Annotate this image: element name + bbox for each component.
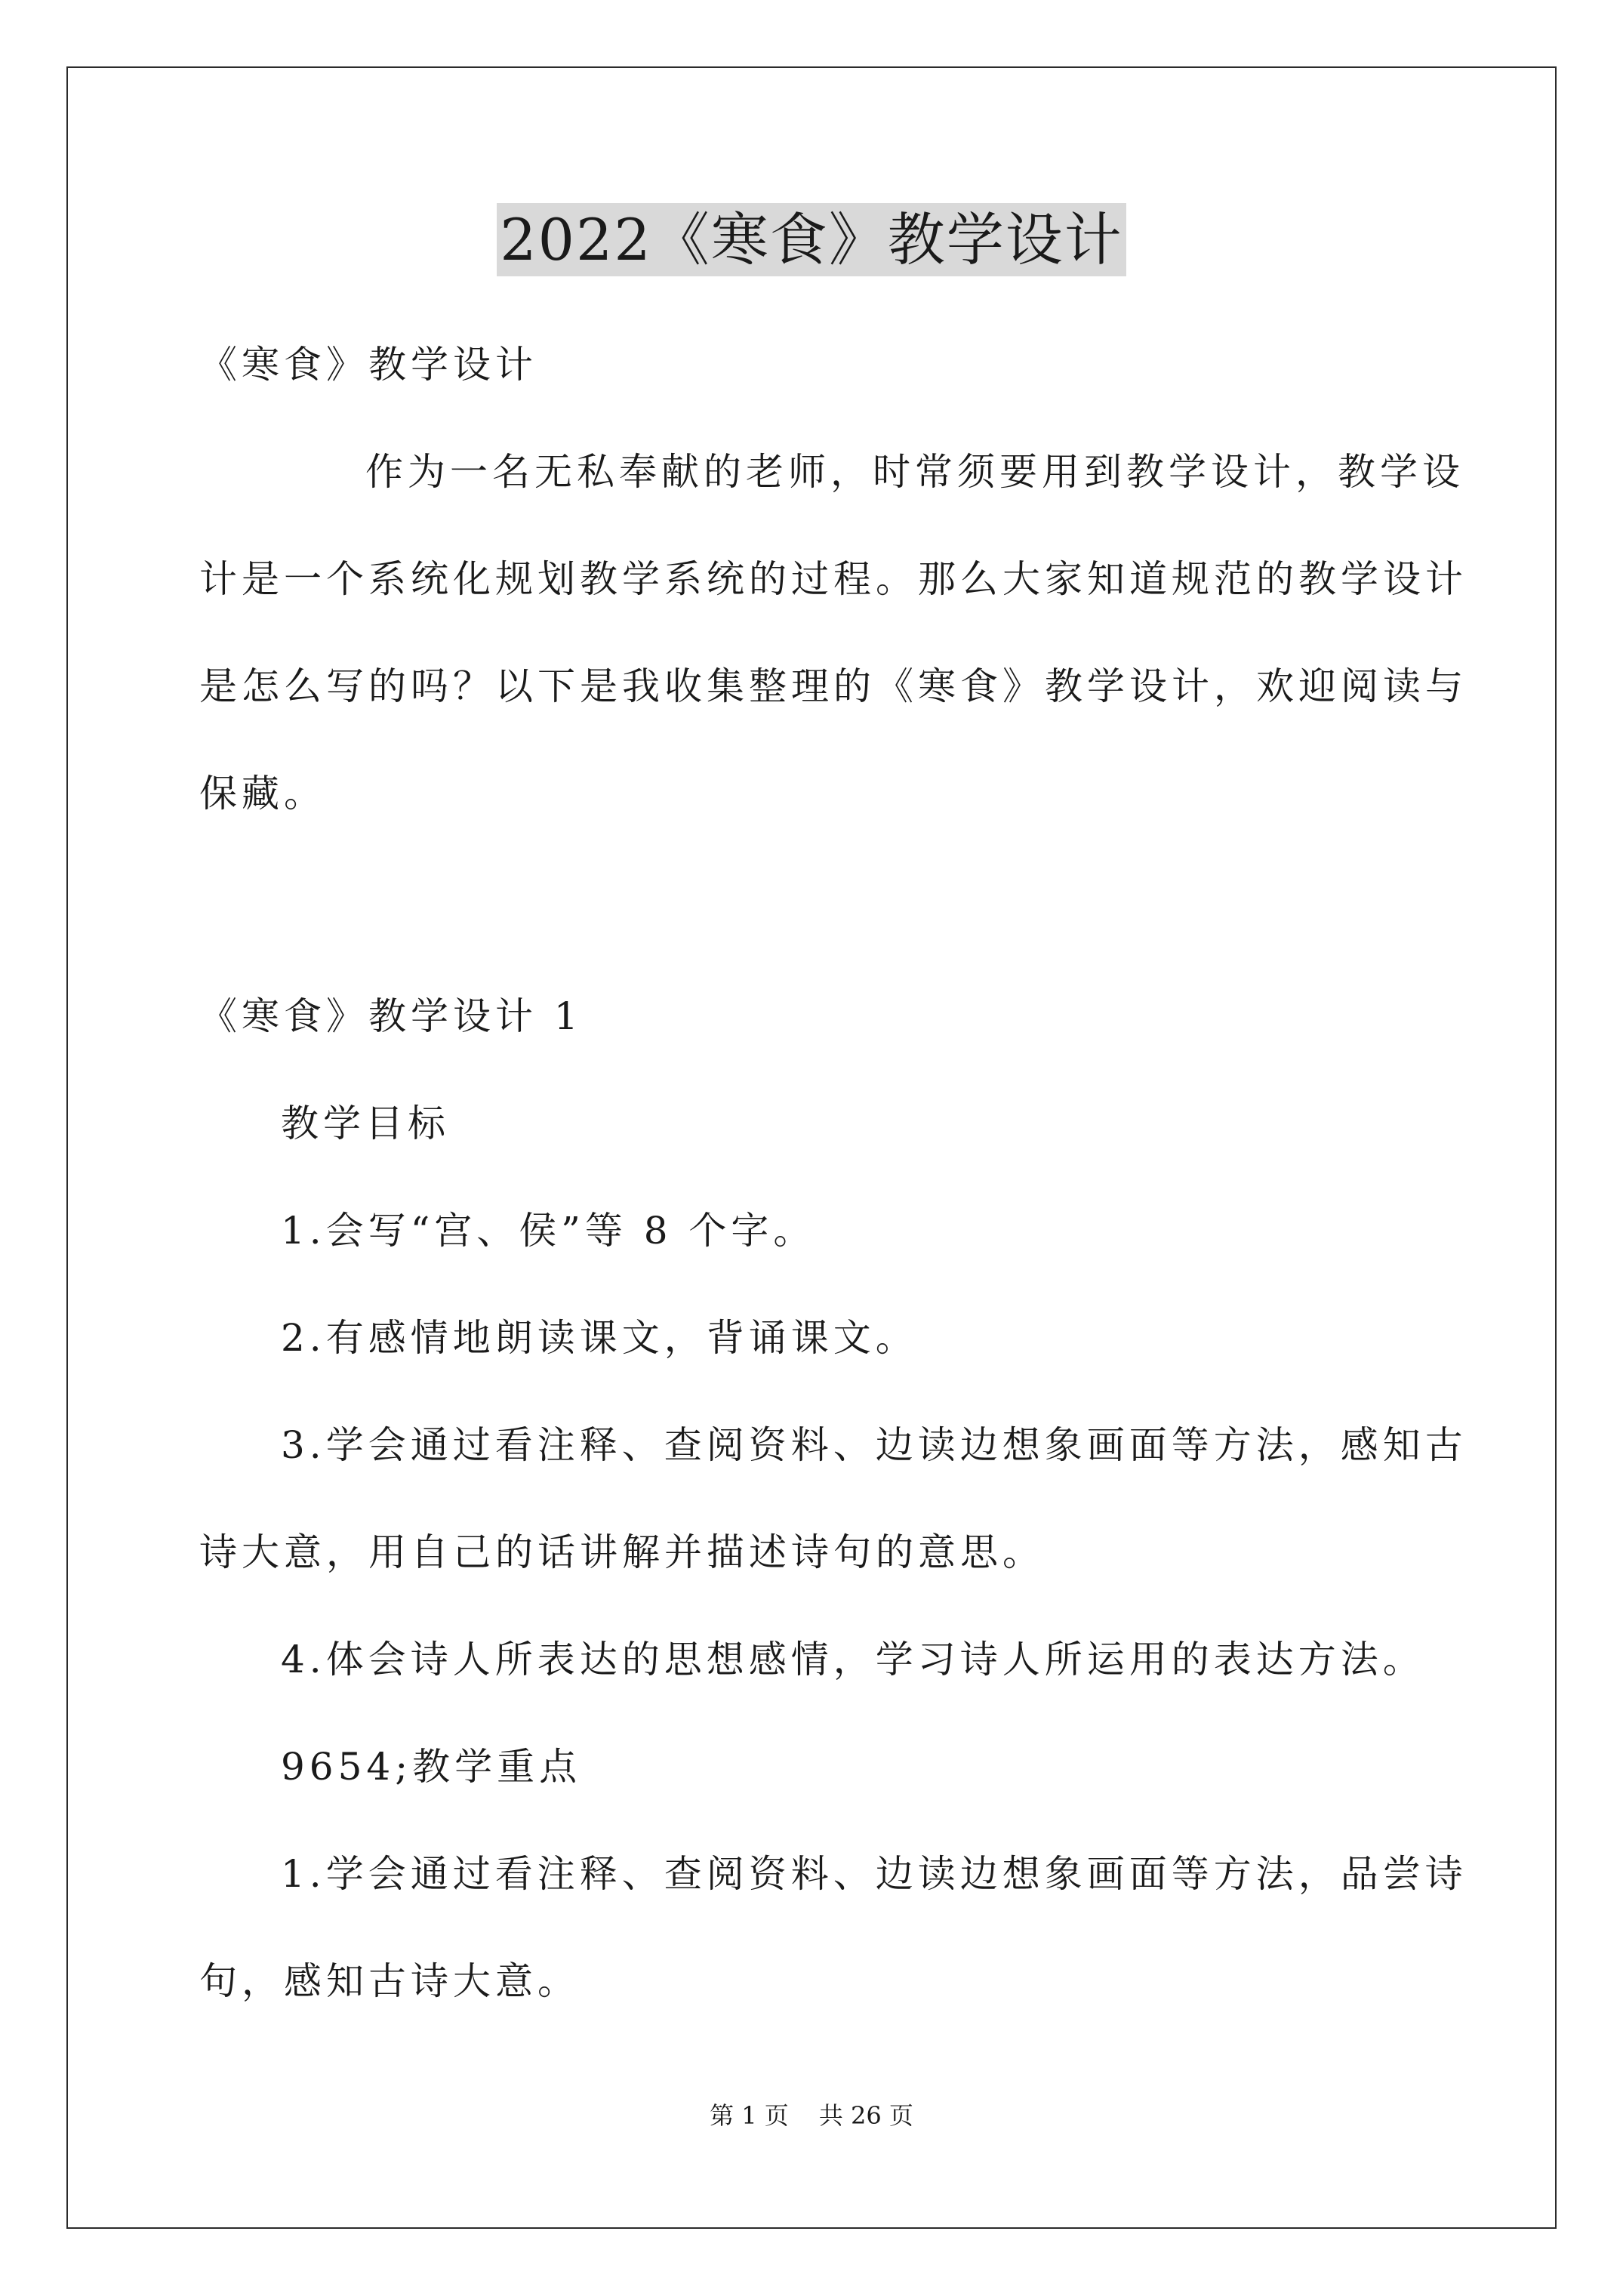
document-body	[199, 311, 1467, 847]
document-title-text: 2022《寒食》教学设计	[497, 203, 1126, 276]
section-1	[199, 963, 1467, 2035]
document-title	[0, 202, 1623, 278]
section-heading: 《寒食》教学设计 1	[199, 994, 583, 1038]
objective-1: 1.会写“宫、侯”等 8 个字。	[281, 1209, 816, 1253]
subtitle: 《寒食》教学设计	[199, 343, 537, 387]
intro-line-2: 计是一个系统化规划教学系统的过程。那么大家知道规范的教学设计	[199, 557, 1467, 601]
intro-line-4: 保藏。	[199, 772, 326, 815]
page-footer	[0, 2100, 1623, 2131]
objectives-heading: 教学目标	[281, 1102, 450, 1145]
intro-line-3: 是怎么写的吗？以下是我收集整理的《寒食》教学设计，欢迎阅读与	[199, 664, 1467, 708]
objective-4: 4.体会诗人所表达的思想感情，学习诗人所运用的表达方法。	[281, 1638, 1425, 1681]
key-point-1-line-1: 1.学会通过看注释、查阅资料、边读边想象画面等方法，品尝诗	[281, 1852, 1467, 1896]
page-total: 共 26 页	[818, 2101, 913, 2130]
objective-2: 2.有感情地朗读课文，背诵课文。	[281, 1316, 918, 1360]
page-number: 第 1 页	[710, 2101, 789, 2130]
key-point-1-line-2: 句，感知古诗大意。	[199, 1959, 580, 2003]
objective-3-line-1: 3.学会通过看注释、查阅资料、边读边想象画面等方法，感知古	[281, 1423, 1467, 1467]
objective-3-line-2: 诗大意，用自己的话讲解并描述诗句的意思。	[199, 1530, 1045, 1574]
intro-line-1: 作为一名无私奉献的老师，时常须要用到教学设计，教学设	[365, 450, 1464, 494]
key-points-heading: 9654;教学重点	[281, 1745, 582, 1789]
